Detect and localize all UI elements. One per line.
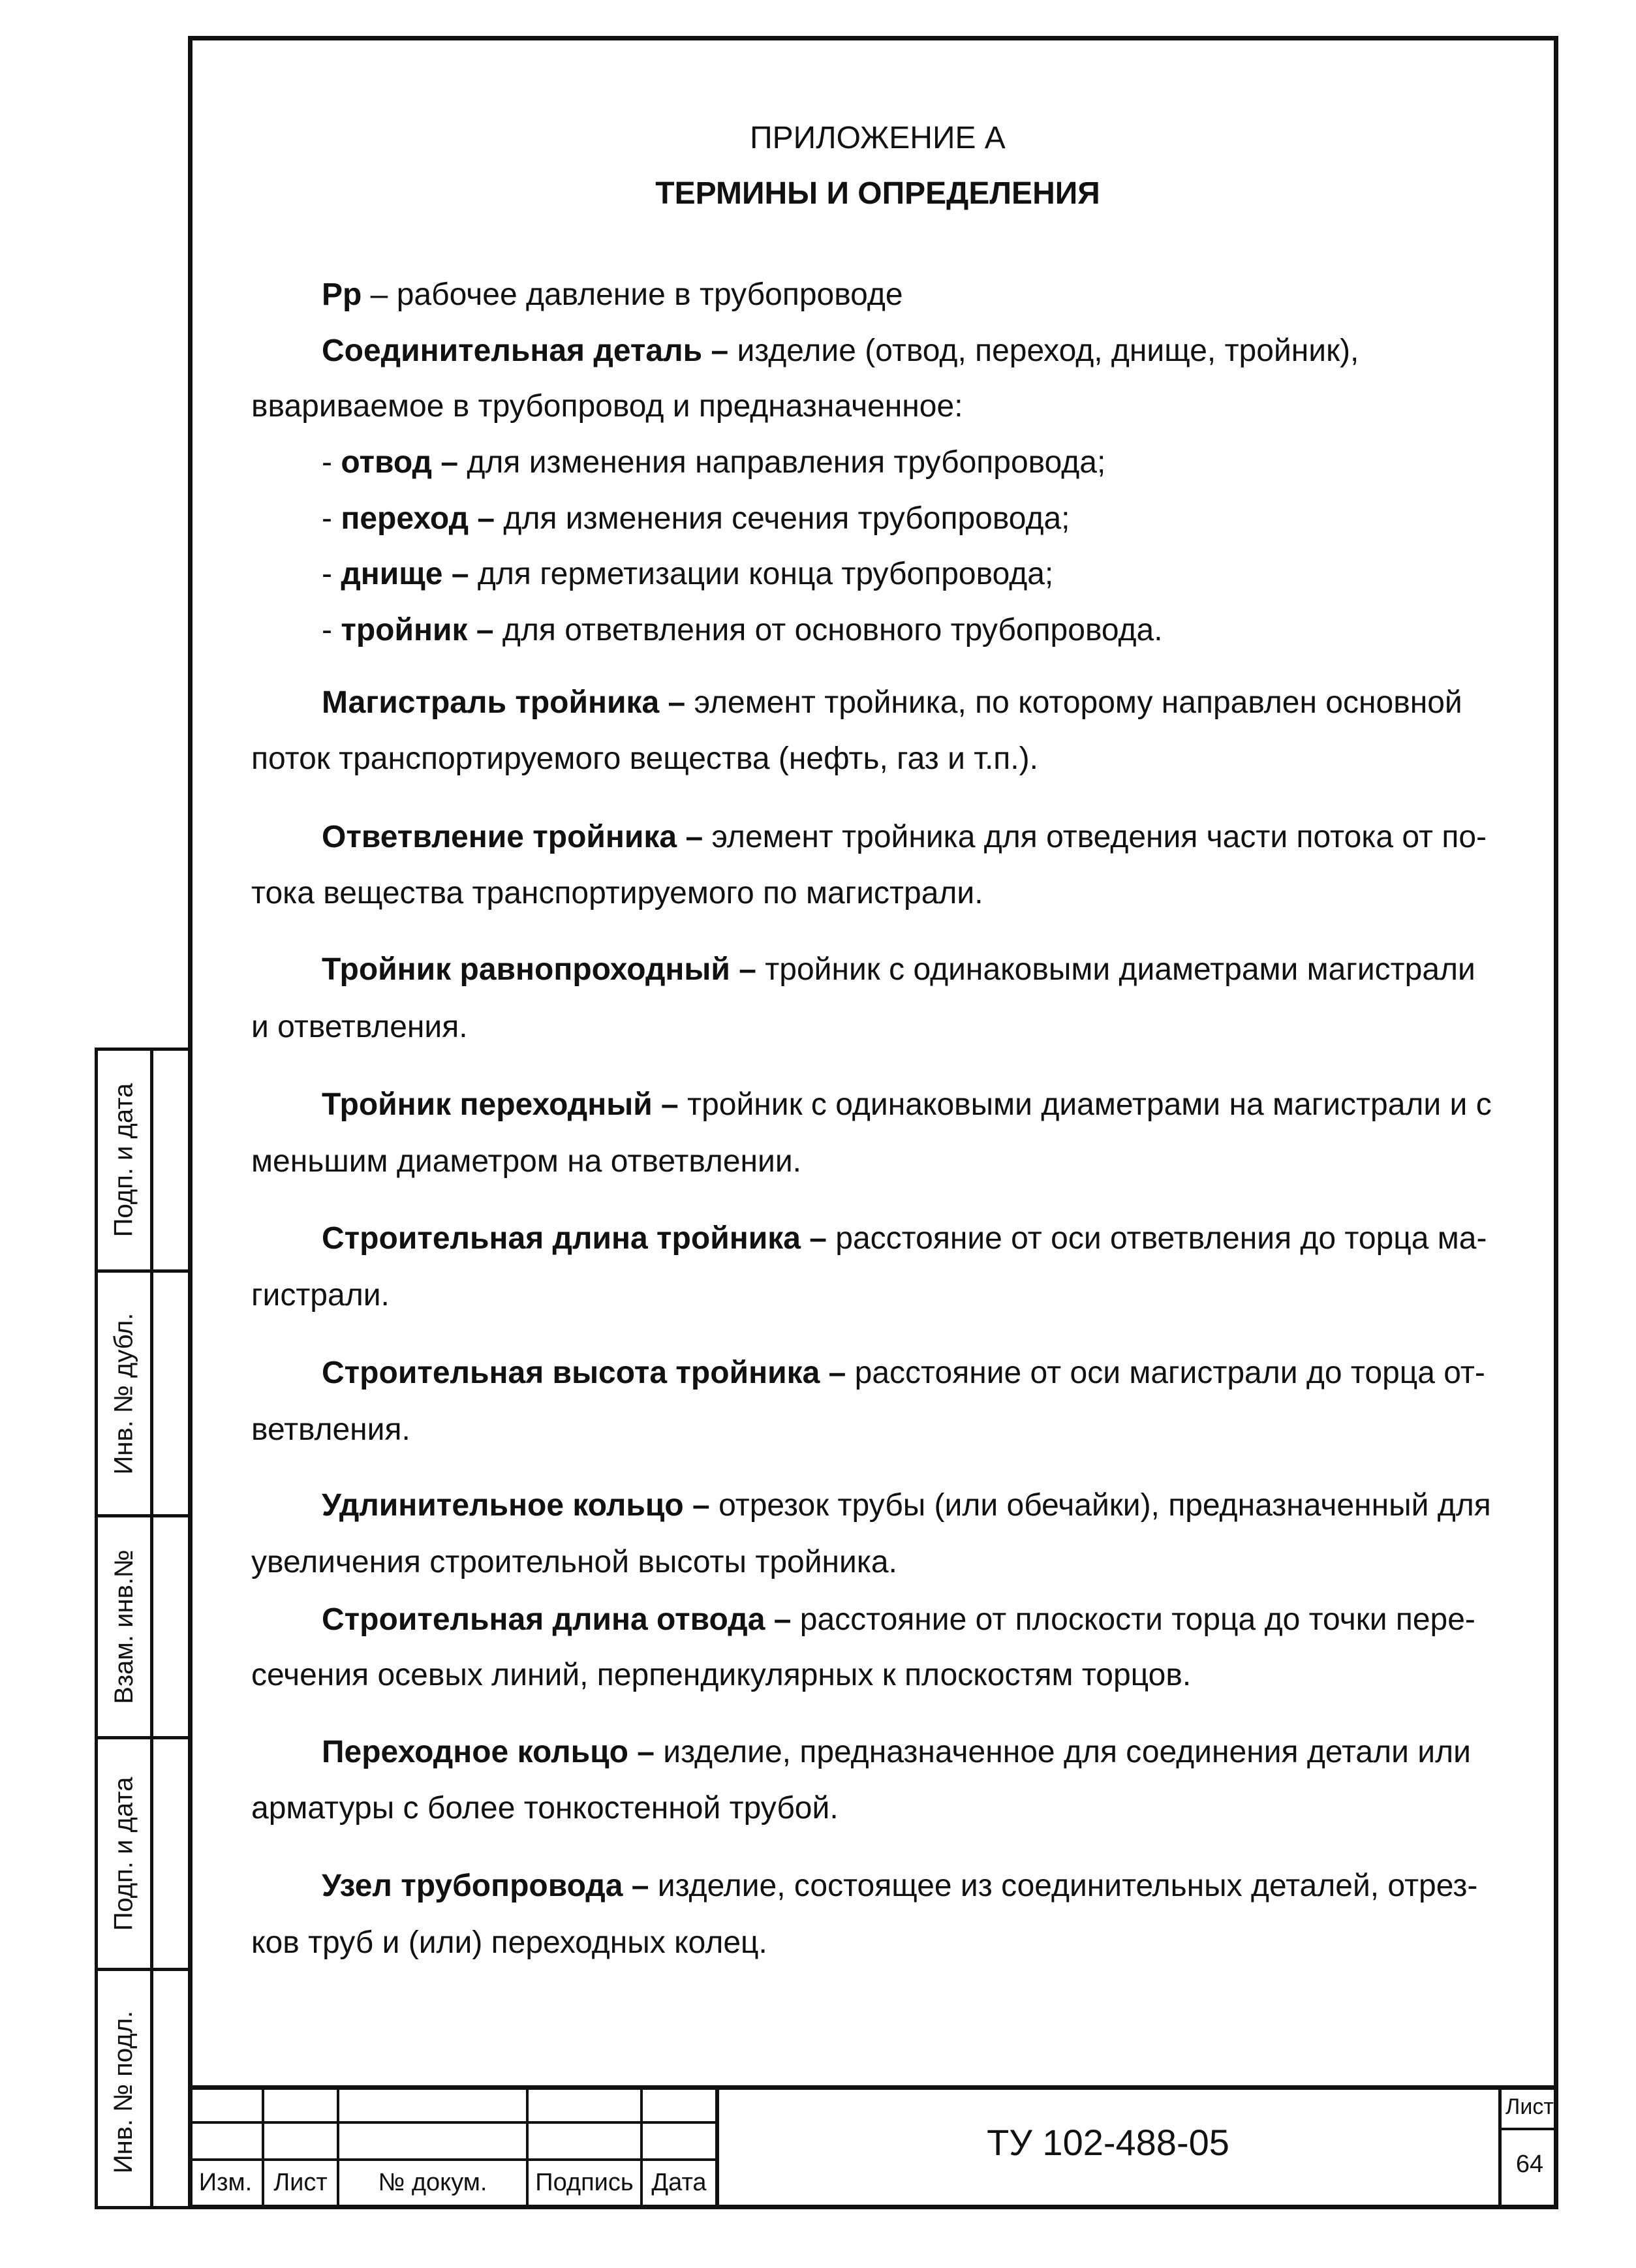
definition-line <box>322 1733 1471 1772</box>
definition-line <box>322 1867 1477 1906</box>
sidebar-cell <box>98 1051 193 1269</box>
term-label: Строительная длина тройника – <box>322 1221 827 1256</box>
definition-text: элемент тройника, по которому направлен основной <box>685 685 1462 720</box>
definition-text: изделие, предназначенное для соединения детали или <box>654 1735 1471 1769</box>
sidebar-cell <box>98 1514 193 1736</box>
definition-text: меньшим диаметром на ответвлении. <box>251 1144 801 1179</box>
definition-text: тройник с одинаковыми диаметрами на магистрали и с <box>678 1087 1492 1122</box>
definition-line <box>322 1354 1485 1393</box>
term-label: переход – <box>341 501 495 536</box>
stamp-row-line <box>1500 2128 1558 2130</box>
sidebar-label: Подп. и дата <box>109 1777 138 1931</box>
sidebar-label: Инв. № подл. <box>109 2010 138 2173</box>
stamp-row-line <box>188 2158 717 2161</box>
definition-line <box>322 1600 1475 1639</box>
col-izm: Изм. <box>198 2169 253 2196</box>
definition-text: отрезок трубы (или обечайки), предназначенный для <box>709 1488 1491 1523</box>
term-label: Строительная высота тройника – <box>322 1356 846 1390</box>
col-date: Дата <box>651 2169 707 2196</box>
definition-line <box>322 1085 1492 1125</box>
definition-text: сечения осевых линий, перпендикулярных к плоскостям торцов. <box>251 1658 1192 1692</box>
sidebar-cell <box>98 1269 193 1514</box>
definition-line <box>251 387 963 426</box>
definition-line <box>251 1142 801 1181</box>
term-label: Тройник равнопроходный – <box>322 952 756 987</box>
definition-line <box>322 1219 1487 1258</box>
sidebar-cell <box>98 1736 193 1968</box>
bullet-dash: - <box>322 501 341 536</box>
definition-text: – рабочее давление в трубопроводе <box>362 277 903 312</box>
definition-text: гистрали. <box>251 1278 390 1313</box>
sheet-label: Лист <box>1505 2094 1554 2119</box>
page-frame <box>188 36 1558 2209</box>
definition-text: для изменения сечения трубопровода; <box>495 501 1070 536</box>
definition-line <box>322 443 1105 482</box>
sidebar-label: Инв. № дубл. <box>109 1313 138 1474</box>
definition-line <box>322 275 903 315</box>
definition-line <box>322 499 1070 538</box>
definition-line <box>322 1486 1491 1525</box>
definition-text: поток транспортируемого вещества (нефть, газ и т.п.). <box>251 741 1038 776</box>
left-margin-stamp <box>95 1048 193 2209</box>
appendix-heading: ПРИЛОЖЕНИЕ А <box>750 121 1006 155</box>
sidebar-cell <box>98 1968 193 2213</box>
col-list: Лист <box>273 2169 328 2196</box>
document-designation: ТУ 102-488-05 <box>987 2122 1229 2163</box>
sidebar-label-wrap <box>98 1273 150 1514</box>
section-title: ТЕРМИНЫ И ОПРЕДЕЛЕНИЯ <box>655 176 1100 211</box>
stamp-row-line <box>188 2121 717 2124</box>
bullet-dash: - <box>322 557 341 591</box>
definition-text: расстояние от оси ответвления до торца ма- <box>826 1221 1487 1256</box>
sidebar-label: Взам. инв.№ <box>109 1549 138 1704</box>
definition-text: ветвления. <box>251 1412 410 1447</box>
title-block <box>188 2085 1558 2209</box>
term-label: днище – <box>341 557 469 591</box>
sidebar-label-wrap <box>98 1051 150 1269</box>
sidebar-label-wrap <box>98 1517 150 1736</box>
term-label: Удлинительное кольцо – <box>322 1488 710 1523</box>
definition-line <box>251 874 983 913</box>
definition-text: расстояние от плоскости торца до точки пере- <box>791 1602 1475 1637</box>
term-label: Строительная длина отвода – <box>322 1602 792 1637</box>
definition-text: изделие (отвод, переход, днище, тройник), <box>728 334 1359 368</box>
definition-line <box>251 1276 390 1315</box>
definition-line <box>322 555 1053 594</box>
definition-line <box>322 950 1475 989</box>
term-label: отвод – <box>341 445 459 480</box>
sidebar-label-wrap <box>98 1739 150 1968</box>
definition-text: тока вещества транспортируемого по магистрали. <box>251 876 983 910</box>
definition-line <box>251 1656 1191 1695</box>
definition-text: ков труб и (или) переходных колец. <box>251 1925 767 1960</box>
term-label: Тройник переходный – <box>322 1087 679 1122</box>
definition-line <box>251 1008 468 1047</box>
definition-line <box>251 1410 410 1450</box>
sidebar-label-wrap <box>98 1971 150 2213</box>
definition-text: тройник с одинаковыми диаметрами магистрали <box>756 952 1475 987</box>
col-signature: Подпись <box>535 2169 634 2196</box>
term-label: Магистраль тройника – <box>322 685 686 720</box>
sidebar-label: Подп. и дата <box>109 1083 138 1237</box>
col-doc-number: № докум. <box>378 2169 487 2196</box>
definition-text: элемент тройника для отведения части потока от по- <box>703 820 1487 854</box>
definition-text: изделие, состоящее из соединительных деталей, отрез- <box>649 1869 1478 1903</box>
definition-line <box>251 1923 767 1963</box>
definition-line <box>251 1789 839 1828</box>
definition-text: арматуры с более тонкостенной трубой. <box>251 1791 839 1825</box>
term-label: Рр <box>322 277 362 312</box>
stamp-top-line <box>188 2085 1558 2090</box>
definition-text: и ответвления. <box>251 1010 468 1044</box>
term-label: тройник – <box>341 613 494 647</box>
term-label: Соединительная деталь – <box>322 334 729 368</box>
definition-line <box>251 739 1038 779</box>
term-label: Переходное кольцо – <box>322 1735 655 1769</box>
definition-text: для ответвления от основного трубопровода. <box>493 613 1163 647</box>
term-label: Узел трубопровода – <box>322 1869 649 1903</box>
definition-line <box>322 611 1163 650</box>
definition-line <box>322 332 1359 371</box>
bullet-dash: - <box>322 613 341 647</box>
definition-line <box>322 818 1487 857</box>
sheet-number: 64 <box>1515 2151 1544 2178</box>
definition-line <box>251 1543 897 1582</box>
definition-text: расстояние от оси магистрали до торца от- <box>846 1356 1485 1390</box>
definition-line <box>322 683 1462 722</box>
definition-text: для герметизации конца трубопровода; <box>469 557 1054 591</box>
definition-text: ввариваемое в трубопровод и предназначенное: <box>251 389 963 424</box>
definition-text: увеличения строительной высоты тройника. <box>251 1545 897 1579</box>
term-label: Ответвление тройника – <box>322 820 703 854</box>
definition-text: для изменения направления трубопровода; <box>458 445 1106 480</box>
bullet-dash: - <box>322 445 341 480</box>
